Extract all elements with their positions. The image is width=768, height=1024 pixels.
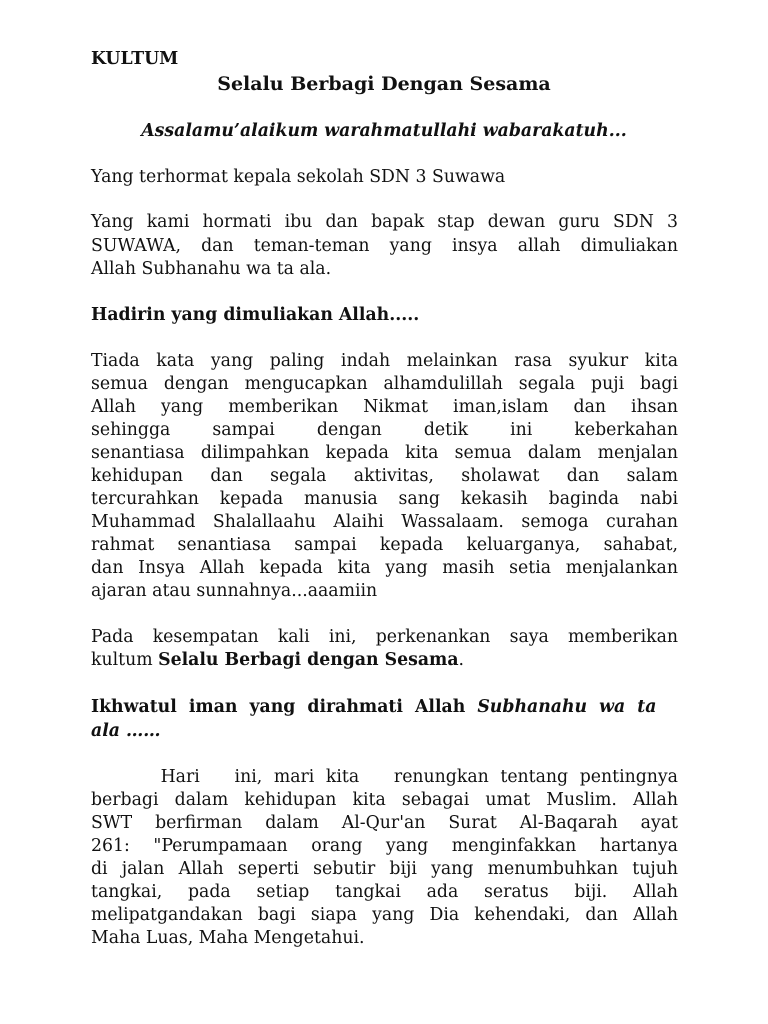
body-line: kehidupan dan segala aktivitas, sholawat dan salam (91, 466, 678, 486)
body-line: SWT berfirman dalam Al-Qur'an Surat Al-Baqarah ayat (91, 813, 678, 833)
kultum-topic-line (91, 649, 678, 671)
body-line: Pada kesempatan kali ini, perkenankan saya memberikan (91, 627, 678, 647)
greeting: Assalamu’alaikum warahmatullahi wabarakatuh... (141, 121, 627, 141)
salutation-line-2: SUWAWA, dan teman-teman yang insya allah dimuliakan (91, 236, 678, 256)
body-line: dan Insya Allah kepada kita yang masih setia menjalankan (91, 558, 678, 578)
body-line: ajaran atau sunnahnya...aaamiin (91, 581, 378, 601)
body-line: sehingga sampai dengan detik ini keberkahan (91, 420, 678, 440)
body-line: Hari ini, mari kita renungkan tentang pentingnya (91, 767, 678, 787)
body-line: berbagi dalam kehidupan kita sebagai umat Muslim. Allah (91, 790, 678, 810)
body-line: 261: "Perumpamaan orang yang menginfakkan hartanya (91, 836, 678, 856)
topic-period: . (458, 650, 465, 670)
body-line: di jalan Allah seperti sebutir biji yang menumbuhkan tujuh (91, 859, 678, 879)
body-line: Allah yang memberikan Nikmat iman,islam dan ihsan (91, 397, 678, 417)
salutation-line-1: Yang kami hormati ibu dan bapak stap dewan guru SDN 3 (91, 212, 678, 232)
body-line: semua dengan mengucapkan alhamdulillah segala puji bagi (91, 374, 678, 394)
body-line: Tiada kata yang paling indah melainkan rasa syukur kita (91, 351, 678, 371)
heading-ikhwatul-text: Ikhwatul iman yang dirahmati Allah (91, 697, 478, 717)
body-line: melipatgandakan bagi siapa yang Dia kehendaki, dan Allah (91, 905, 678, 925)
body-line: tercurahkan kepada manusia sang kekasih baginda nabi (91, 489, 678, 509)
topic-bold: Selalu Berbagi dengan Sesama (158, 650, 459, 670)
heading-hadirin: Hadirin yang dimuliakan Allah..... (91, 305, 420, 325)
body-line: Muhammad Shalallaahu Alaihi Wassalaam. semoga curahan (91, 512, 678, 532)
kultum-word: kultum (91, 650, 159, 670)
body-line: rahmat senantiasa sampai kepada keluarganya, sahabat, (91, 535, 678, 555)
body-line: tangkai, pada setiap tangkai ada seratus biji. Allah (91, 882, 678, 902)
body-line: senantiasa dilimpahkan kepada kita semua dalam menjalan (91, 443, 678, 463)
heading-ikhwatul (91, 696, 678, 718)
document-title: Selalu Berbagi Dengan Sesama (217, 73, 551, 95)
heading-subhanahu: Subhanahu wa ta (477, 697, 657, 717)
heading-ikhwatul-end: ala …… (91, 721, 161, 741)
salutation-principal: Yang terhormat kepala sekolah SDN 3 Suwawa (91, 167, 506, 187)
salutation-line-3: Allah Subhanahu wa ta ala. (91, 259, 332, 279)
body-line: Maha Luas, Maha Mengetahui. (91, 928, 365, 948)
kultum-label: KULTUM (91, 49, 179, 69)
